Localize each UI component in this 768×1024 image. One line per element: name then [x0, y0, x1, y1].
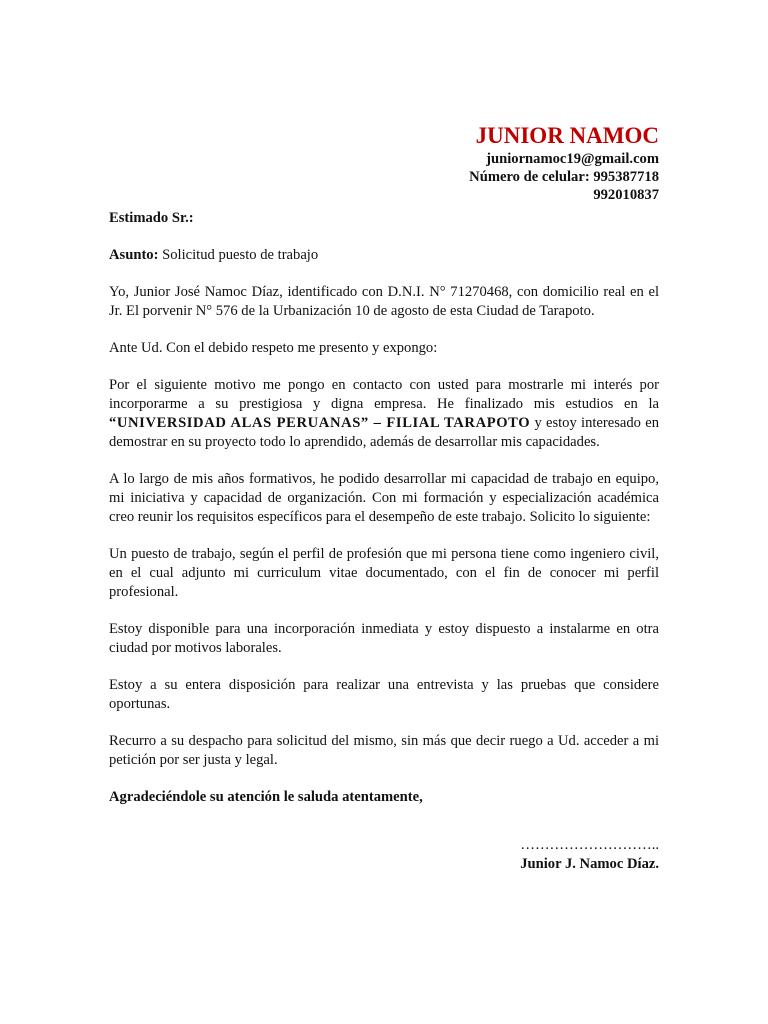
- paragraph-availability: Estoy disponible para una incorporación inmediata y estoy dispuesto a instalarme en otra ciudad por motivos laborales.: [109, 621, 659, 656]
- sender-name: JUNIOR NAMOC: [475, 123, 659, 148]
- letter-page: [109, 0, 659, 1024]
- paragraph-formation: A lo largo de mis años formativos, he podido desarrollar mi capacidad de trabajo en equipo, mi iniciativa y capacidad de organización. Con mi formación y especialización académica creo reunir los requisitos específicos para el desempeño de este trabajo. Solicito lo siguiente:: [109, 471, 659, 525]
- paragraph-presentation: Ante Ud. Con el debido respeto me presento y expongo:: [109, 340, 438, 356]
- paragraph-interview: Estoy a su entera disposición para realizar una entrevista y las pruebas que considere oportunas.: [109, 677, 659, 712]
- signature-block: [520, 836, 659, 874]
- motive-start: Por el siguiente motivo me pongo en contacto con usted para mostrarle mi interés por incorporarme a su prestigiosa y digna empresa. He finalizado mis estudios en la: [109, 377, 659, 412]
- letter-body: [109, 209, 659, 825]
- signature-name: Junior J. Namoc Díaz.: [520, 856, 659, 872]
- paragraph-motive: [109, 376, 659, 452]
- sender-phone-secondary: 992010837: [593, 187, 659, 203]
- paragraph-request: Un puesto de trabajo, según el perfil de profesión que mi persona tiene como ingeniero civil, en el cual adjunto mi curriculum vitae documentado, con el fin de conocer mi perfil profesional.: [109, 546, 659, 600]
- sender-email: juniornamoc19@gmail.com: [486, 151, 659, 167]
- signature-line: ………………………..: [520, 837, 659, 853]
- subject-text: Solicitud puesto de trabajo: [158, 247, 319, 263]
- closing-line: Agradeciéndole su atención le saluda atentamente,: [109, 789, 423, 805]
- sender-phone: Número de celular: 995387718: [469, 169, 659, 185]
- paragraph-petition: Recurro a su despacho para solicitud del mismo, sin más que decir ruego a Ud. acceder a mi petición por ser justa y legal.: [109, 733, 659, 768]
- paragraph-identification: Yo, Junior José Namoc Díaz, identificado con D.N.I. N° 71270468, con domicilio real en el Jr. El porvenir N° 576 de la Urbanización 10 de agosto de esta Ciudad de Tarapoto.: [109, 284, 659, 319]
- salutation: Estimado Sr.:: [109, 210, 194, 226]
- university-name: “UNIVERSIDAD ALAS PERUANAS” – FILIAL TARAPOTO: [109, 415, 531, 431]
- motive-end: y estoy interesado en demostrar en su proyecto todo lo aprendido, además de desarrollar mis capacidades.: [109, 415, 659, 450]
- subject-label: Asunto:: [109, 247, 159, 263]
- subject-line: [109, 246, 659, 265]
- letter-header: [469, 122, 659, 204]
